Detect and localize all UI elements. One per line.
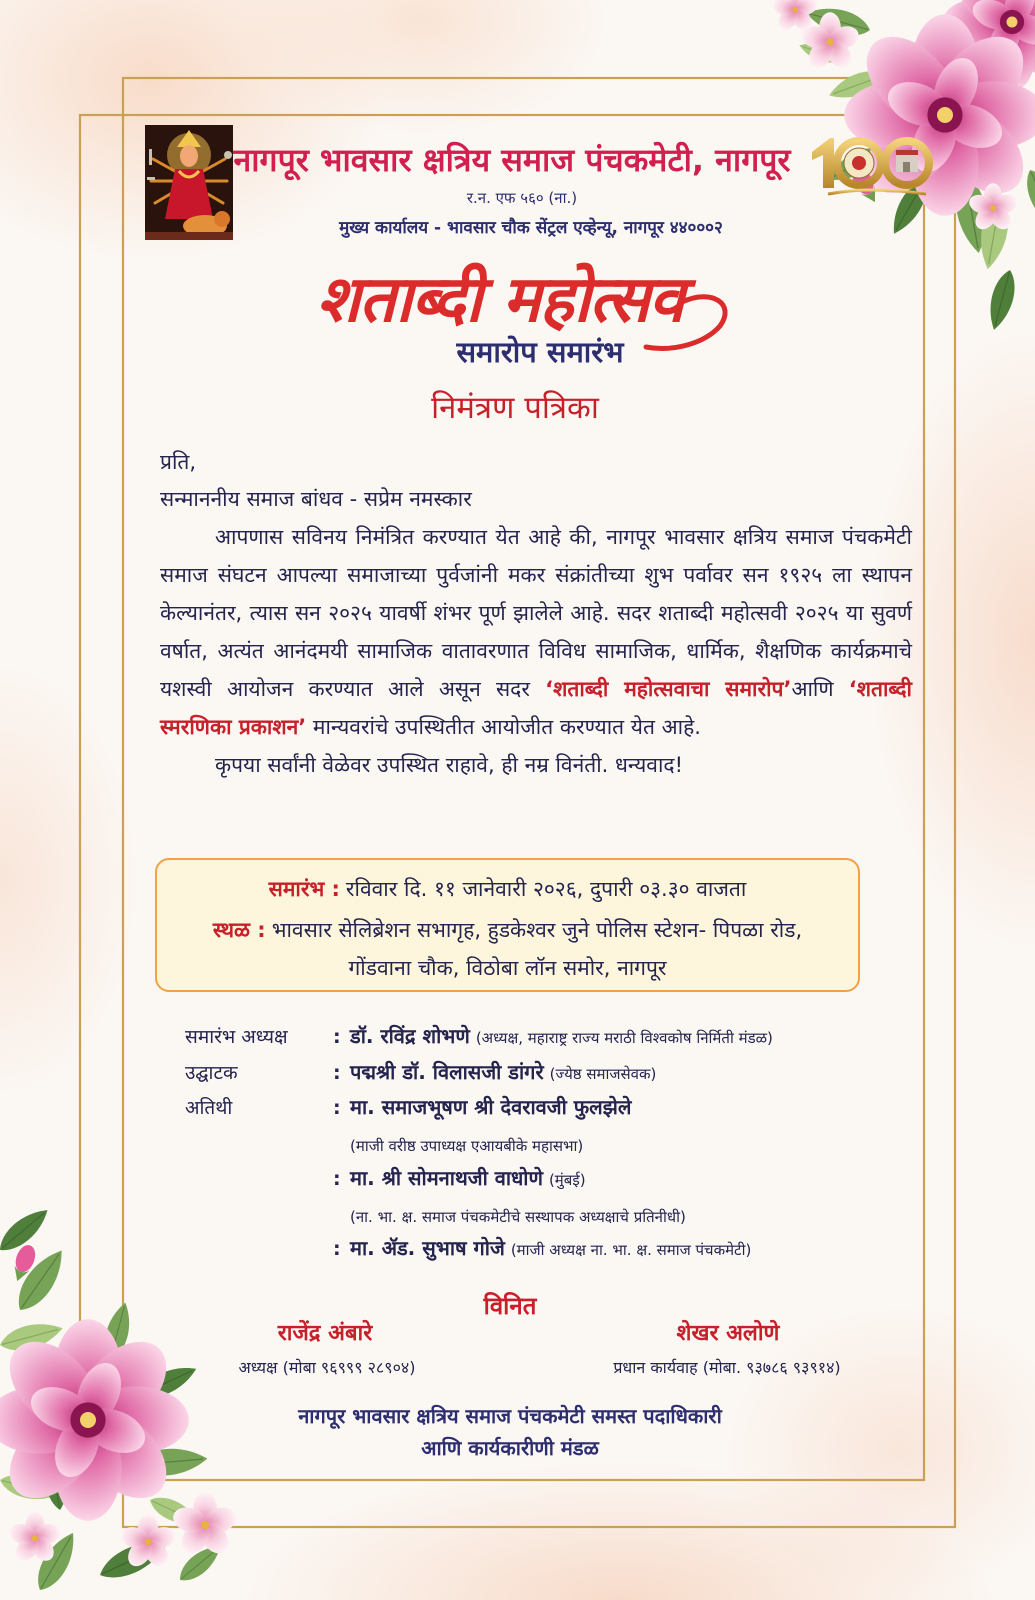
pedestal [145, 232, 233, 240]
separator: : [333, 1062, 341, 1084]
venue-label: स्थळ : [212, 918, 266, 942]
signatory-left-name: राजेंद्र अंबारे [277, 1321, 373, 1346]
card-title: निमंत्रण पत्रिका [431, 390, 599, 426]
lion-head [214, 211, 230, 227]
guest-row-president [185, 1021, 773, 1053]
office-address: मुख्य कार्यालय - भावसार चौक सेंट्रल एव्हेन्यू, नागपूर ४४०००२ [339, 218, 723, 238]
paragraph-text: आपणास सविनय निमंत्रित करण्यात येत आहे की, नागपूर भावसार क्षत्रिय समाज पंचकमेटी समाज संघटन आपल्या समाजाच्या पुर्वजांनी मकर संक्रांतीच्या शुभ पर्वावर सन १९२५ ला स्थापन केल्यानंतर, त्यास सन २०२५ यावर्षी शंभर पूर्ण झालेले आहे. सदर शताब्दी महोत्सवी २०२५ या सुवर्ण वर्षात, अत्यंत आनंदमयी सामाजिक वातावरणात विविध सामाजिक, धार्मिक, शैक्षणिक कार्यक्रमाचे यशस्वी आयोजन करण्यात आले असून सदर [160, 525, 912, 701]
guest-row-inaugurator [185, 1057, 656, 1089]
signoff-heading: विनित [483, 1292, 537, 1320]
separator: : [333, 1097, 341, 1119]
paragraph-text: आणि [791, 677, 849, 701]
signatory-right-title: प्रधान कार्यवाह (मोबा. ९३७८६ ९३९१४) [613, 1358, 841, 1377]
guest-name: डॉ. रविंद्र शोभणे [350, 1024, 470, 1048]
guest-sub-note: (ना. भा. क्ष. समाज पंचकमेटीचे सस्थापक अध्यक्षाचे प्रतिनीधी) [350, 1208, 686, 1226]
separator: : [333, 1026, 341, 1048]
salutation: प्रति, [160, 450, 197, 474]
centenary-logo [808, 128, 933, 203]
signatory-right-name: शेखर अलोणे [676, 1321, 780, 1346]
footer-line-1: नागपूर भावसार क्षत्रिय समाज पंचकमेटी समस्त पदाधिकारी [298, 1404, 722, 1428]
guest-role: अतिथी [185, 1097, 233, 1119]
guest-note: (अध्यक्ष, महाराष्ट्र राज्य मराठी विश्वकोष निर्मिती मंडळ) [475, 1029, 773, 1047]
guest-name: मा. समाजभूषण श्री देवरावजी फुलझेले [350, 1095, 632, 1119]
guest-name: मा. श्री सोमनाथजी वाधोणे [350, 1166, 543, 1190]
ceremony-time-line [157, 874, 858, 904]
venue-line-2: गोंडवाना चौक, विठोबा लॉन समोर, नागपूर [348, 956, 667, 980]
guest-role: समारंभ अध्यक्ष [185, 1026, 288, 1048]
guest-row-guest-1 [185, 1092, 631, 1124]
guest-name: मा. ॲड. सुभाष गोजे [350, 1236, 505, 1260]
guest-row-guest-3 [185, 1233, 751, 1265]
invitation-paragraph [160, 518, 912, 746]
closing-request: कृपया सर्वांनी वेळेवर उपस्थित राहावे, ही नम्र विनंती. धन्यवाद! [215, 753, 683, 777]
signatory-left-title: अध्यक्ष (मोबा ९६९९९ २८९०४) [238, 1358, 416, 1377]
venue-line [157, 915, 858, 945]
guest-row-guest-2 [185, 1163, 586, 1195]
highlight-souvenir-release: ‘शताब्दी स्मरणिका प्रकाशन’ [160, 677, 912, 739]
event-details-box [155, 858, 860, 992]
organization-name: नागपूर भावसार क्षत्रिय समाज पंचकमेटी, नागपूर [233, 141, 791, 179]
ceremony-datetime: रविवार दि. ११ जानेवारी २०२६, दुपारी ०३.३० वाजता [345, 877, 747, 901]
guest-role: उद्घाटक [185, 1062, 238, 1084]
guest-sub-note: (माजी वरीष्ठ उपाध्यक्ष एआयबीके महासभा) [350, 1137, 584, 1155]
deity-image [145, 125, 233, 240]
logo-digit-one [812, 138, 834, 188]
paragraph-text: मान्यवरांचे उपस्थितीत आयोजीत करण्यात येत आहे. [306, 715, 701, 739]
venue-address: भावसार सेलिब्रेशन सभागृह, हुडकेश्वर जुने पोलिस स्टेशन- पिपळा रोड, [271, 918, 803, 942]
logo-ribbon [828, 190, 926, 194]
flower [0, 1319, 189, 1521]
guest-note: (ज्येष्ठ समाजसेवक) [549, 1065, 657, 1083]
flower [170, 1492, 240, 1559]
deity-face [180, 145, 198, 167]
greeting: सन्माननीय समाज बांधव - सप्रेम नमस्कार [160, 487, 472, 511]
guest-note: (माजी अध्यक्ष ना. भा. क्ष. समाज पंचकमेटी) [510, 1241, 752, 1259]
guest-name: पद्मश्री डॉ. विलासजी डांगरे [350, 1060, 544, 1084]
highlight-closing-ceremony: ‘शताब्दी महोत्सवाचा समारोप’ [545, 677, 792, 701]
invitation-letter [160, 444, 912, 784]
event-title: शताब्दी महोत्सव [316, 262, 684, 337]
leaf [984, 267, 1020, 332]
logo-seal-center [852, 156, 866, 170]
guest-note: (मुंबई) [548, 1171, 586, 1189]
separator: : [333, 1238, 341, 1260]
separator: : [333, 1168, 341, 1190]
footer-line-2: आणि कार्यकारीणी मंडळ [421, 1436, 599, 1460]
ceremony-label: समारंभ : [268, 877, 340, 901]
registration-number: र.न. एफ ५६० (ना.) [466, 189, 578, 207]
event-subtitle: समारोप समारंभ [456, 335, 624, 369]
